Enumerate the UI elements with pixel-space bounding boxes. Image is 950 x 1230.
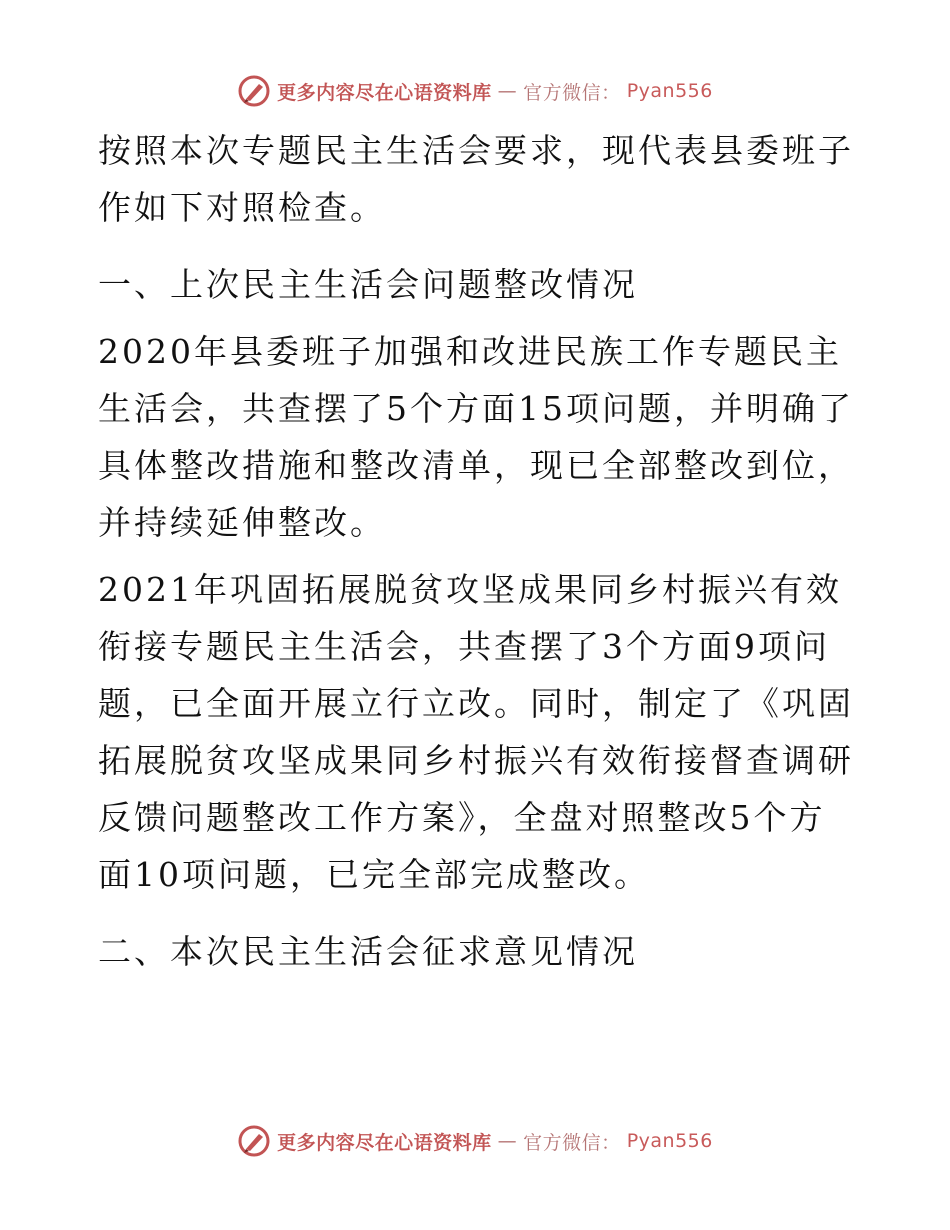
section-heading-2: 二、本次民主生活会征求意见情况 — [98, 932, 638, 971]
watermark-dash: — — [497, 1130, 518, 1152]
paragraph-2021: 2021年巩固拓展脱贫攻坚成果同乡村振兴有效衔接专题民主生活会，共查摆了3个方面9项问题，已全面开展立行立改。同时，制定了《巩固拓展脱贫攻坚成果同乡村振兴有效衔接督查调研反馈问题整改工作方案》，全盘对照整改5个方面10项问题，已完全部完成整改。 — [98, 570, 854, 894]
paragraph-2020: 2020年县委班子加强和改进民族工作专题民主生活会，共查摆了5个方面15项问题，并明确了具体整改措施和整改清单，现已全部整改到位，并持续延伸整改。 — [98, 332, 854, 542]
header-watermark — [0, 74, 950, 108]
document-body — [98, 122, 858, 990]
pen-logo-icon — [237, 74, 271, 108]
watermark-site-text: 更多内容尽在心语资料库 — [277, 81, 492, 104]
paragraph-intro: 按照本次专题民主生活会要求，现代表县委班子作如下对照检查。 — [98, 131, 854, 227]
footer-watermark — [0, 1124, 950, 1158]
watermark-wechat-id: Pyan556 — [626, 80, 713, 102]
watermark-site-text: 更多内容尽在心语资料库 — [277, 1131, 492, 1154]
pen-logo-icon — [237, 1124, 271, 1158]
watermark-wechat-label: 官方微信： — [523, 1131, 621, 1154]
watermark-wechat-id: Pyan556 — [626, 1130, 713, 1152]
watermark-dash: — — [497, 80, 518, 102]
watermark-wechat-label: 官方微信： — [523, 81, 621, 104]
section-heading-1: 一、上次民主生活会问题整改情况 — [98, 265, 638, 304]
